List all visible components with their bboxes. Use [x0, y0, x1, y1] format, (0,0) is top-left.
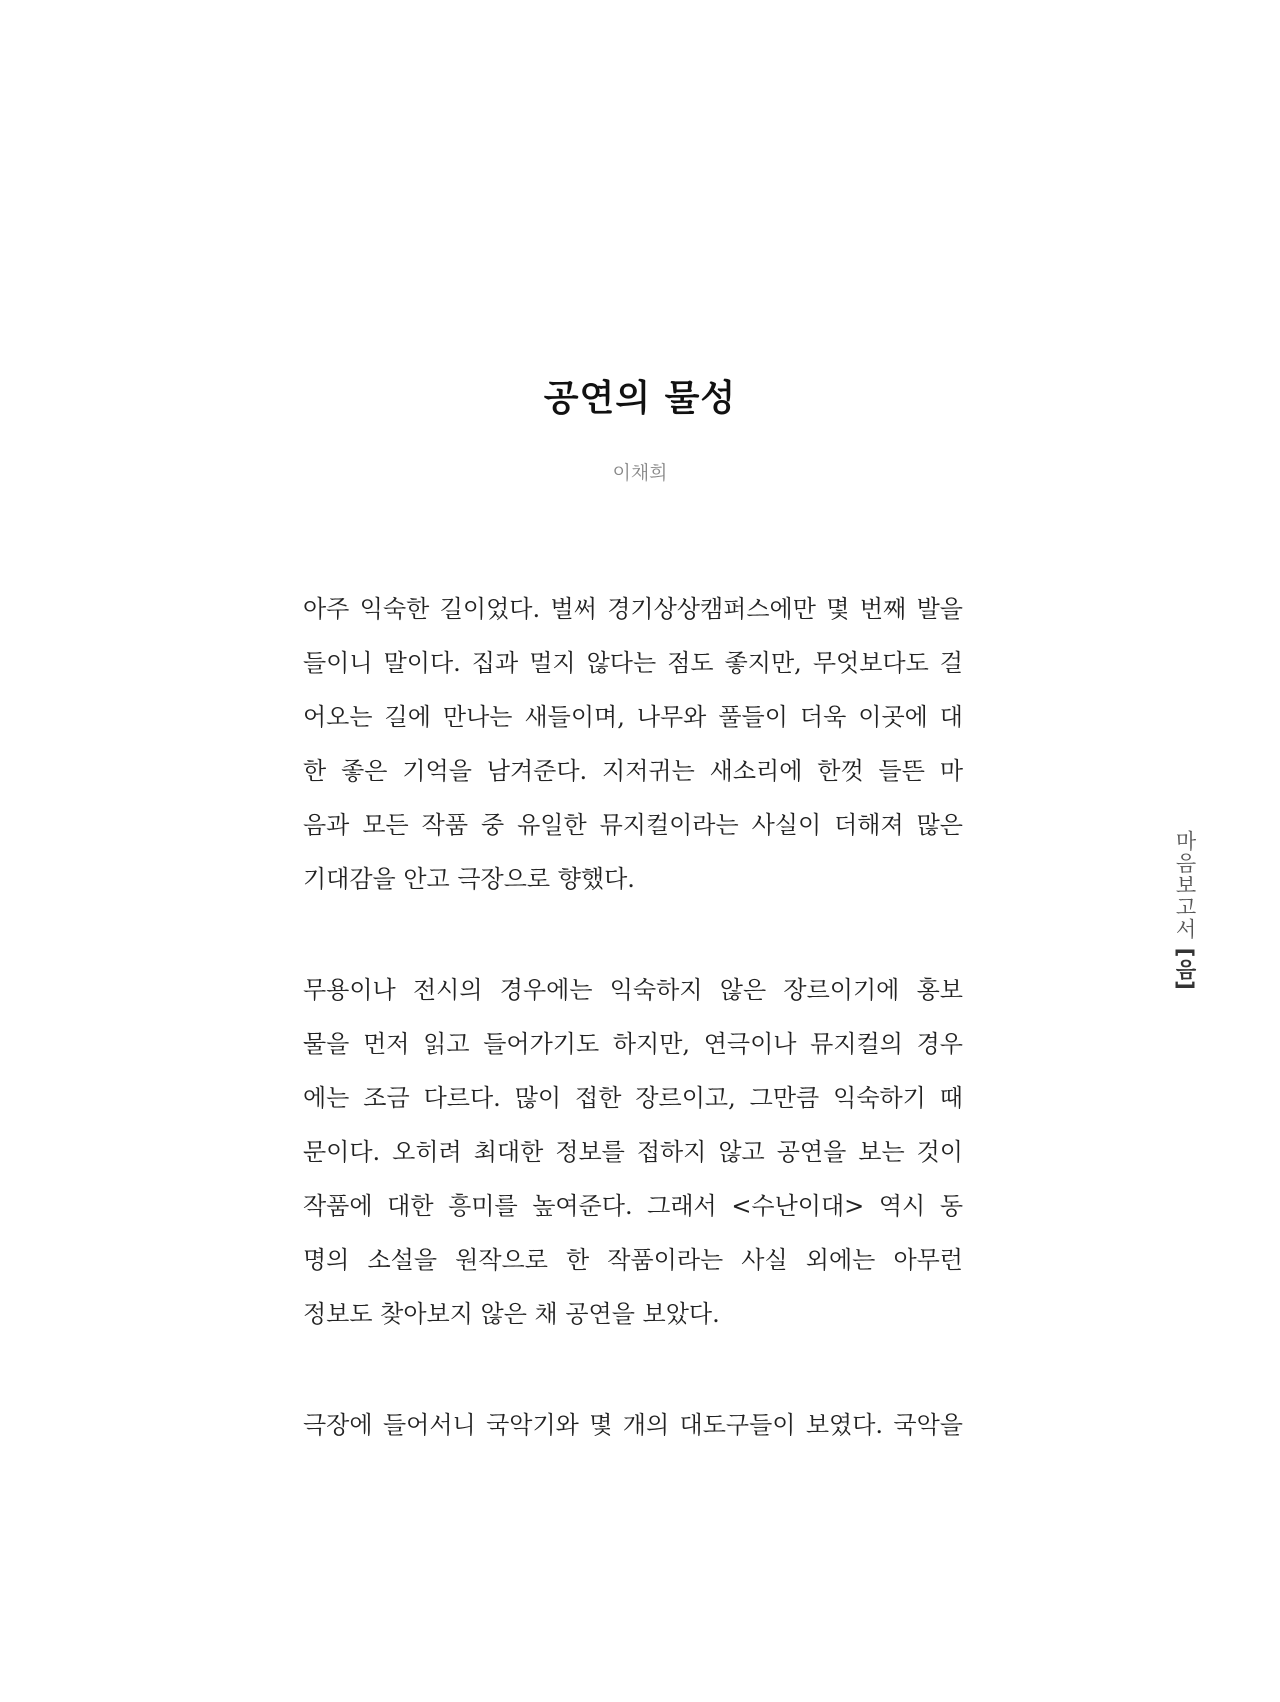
text-line: 음과 모든 작품 중 유일한 뮤지컬이라는 사실이 더해져 많은: [303, 811, 963, 839]
text-line: 명의 소설을 원작으로 한 작품이라는 사실 외에는 아무런: [303, 1246, 963, 1274]
text-line: 에는 조금 다르다. 많이 접한 장르이고, 그만큼 익숙하기 때: [303, 1084, 963, 1112]
author-name: 이채희: [612, 462, 668, 484]
text-line: 무용이나 전시의 경우에는 익숙하지 않은 장르이기에 홍보: [303, 976, 963, 1004]
page-title: 공연의 물성: [543, 378, 737, 419]
section-side-label: [1170, 830, 1200, 991]
text-line: 어오는 길에 만나는 새들이며, 나무와 풀들이 더욱 이곳에 대: [303, 703, 963, 731]
text-line: 극장에 들어서니 국악기와 몇 개의 대도구들이 보였다. 국악을: [303, 1411, 963, 1439]
text-line: 아주 익숙한 길이었다. 벌써 경기상상캠퍼스에만 몇 번째 발을: [303, 595, 963, 623]
text-line: 한 좋은 기억을 남겨준다. 지저귀는 새소리에 한껏 들뜬 마: [303, 757, 963, 785]
side-label-text: 마음보고서: [1173, 830, 1197, 940]
text-line: 물을 먼저 읽고 들어가기도 하지만, 연극이나 뮤지컬의 경우: [303, 1030, 963, 1058]
text-line: 정보도 찾아보지 않은 채 공연을 보았다.: [303, 1300, 720, 1328]
text-line: 기대감을 안고 극장으로 향했다.: [303, 865, 635, 893]
paragraph-3: [303, 1398, 963, 1452]
paragraph-2: [303, 963, 963, 1341]
paragraph-1: [303, 582, 963, 906]
article-body: [303, 582, 963, 1509]
text-line: 들이니 말이다. 집과 멀지 않다는 점도 좋지만, 무엇보다도 걸: [303, 649, 963, 677]
side-label-mark: [음]: [1173, 947, 1197, 991]
text-line: 작품에 대한 흥미를 높여준다. 그래서 <수난이대> 역시 동: [303, 1192, 963, 1220]
text-line: 문이다. 오히려 최대한 정보를 접하지 않고 공연을 보는 것이: [303, 1138, 963, 1166]
